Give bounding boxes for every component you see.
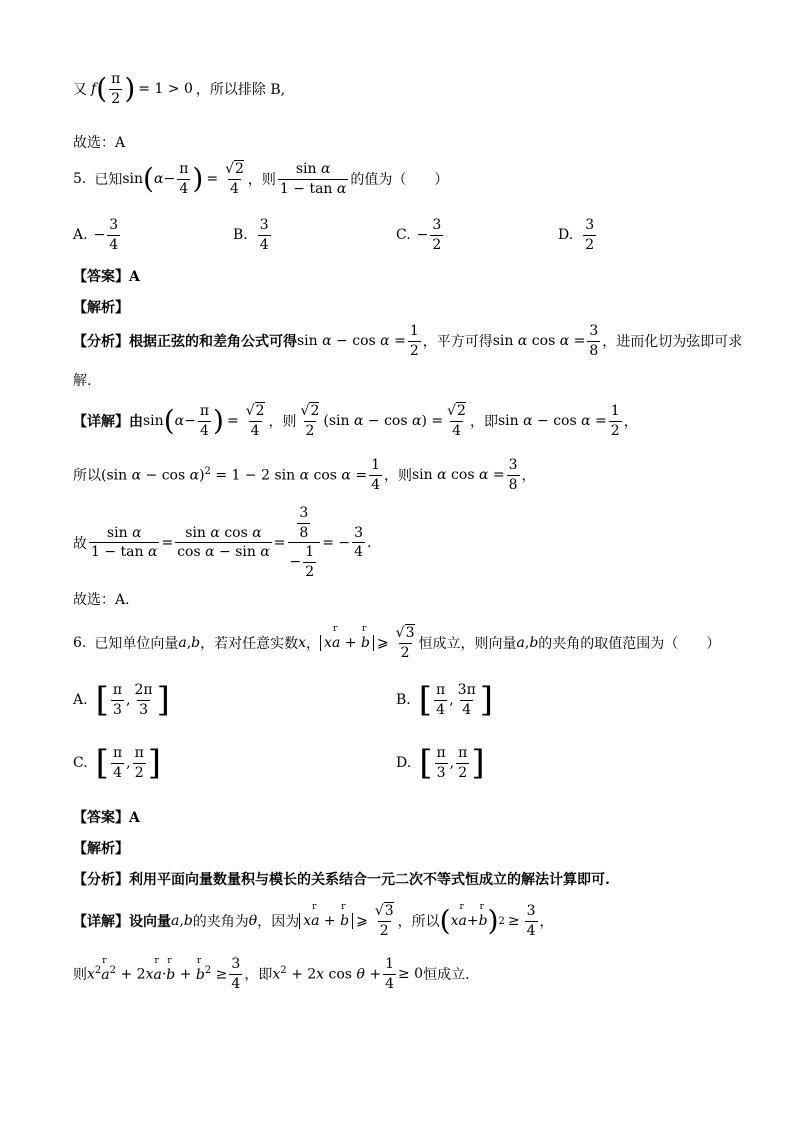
q5-option-b[interactable]: B. $\frac{3}{4}$ [233,217,269,253]
q5-select: 故选：A. [73,592,130,608]
q6-option-d[interactable]: D. [ $\frac{\pi}{3}$ , $\frac{\pi}{2}$ ] [396,743,485,784]
q5-detail-line2: 所以 (sin α − cos α)$^2$ = 1 − 2 sin α cos α = $\frac{1}{4}$ ，则 sin α cos α = $\frac{3}{8}$ ， [73,457,536,493]
q5-answer: 【答案】A [73,269,140,285]
q5-analysis: 【分析】根据正弦的和差角公式可得 sin α − cos α = $\frac{1}{2}$ ，平方可得 sin α cos α = $\frac{3}{8}$ ，进而化切为弦即可求 [73,323,743,359]
q5-option-c[interactable]: C. − $\frac{3}{2}$ [396,217,442,253]
q5-analysis-end: 解. [73,373,92,389]
q6-option-a[interactable]: A. [ $\frac{\pi}{3}$ , $\frac{2\pi}{3}$ ] [73,680,170,721]
q6-analysis: 【分析】利用平面向量数量积与模长的关系结合一元二次不等式恒成立的解法计算即可. [73,872,610,888]
q6-detail-line2: 则 $x^2r$ $a^2 + 2xr$ a·r b + r $b^2$ ≥ $\frac{3}{4}$ ，即 $x^2 + 2x$ cos θ + $\frac{1}{4}$ ≥ 0 恒成立. [73,957,470,991]
question-6-stem: 6. 已知单位向量 a , b ，若对任意实数 x ， xr a + r b ⩾ $\frac{√3}{2}$ 恒成立，则向量 a , b 的夹角的取值范围为（ ） [73,626,720,660]
q6-answer: 【答案】A [73,810,140,826]
q5-detail-line3: 故 $\frac{\text{sin α}}{\text{1 − tan α}}$ = $\frac{\text{sin α cos α}}{\text{cos α − sin α}}$ = $\frac{3}{8}$ − $\frac{1}{2}$ = − $\frac{3}{4}$ . [73,505,372,581]
q6-detail-line1: 【详解】设向量 a , b 的夹角为 θ ，因为 xr a + r b ⩾ $\frac{√3}{2}$ ，所以 ( x r a + r b ) 2 ≥ $\frac{3}{4}$ ， [73,904,554,938]
q6-option-b[interactable]: B. [ $\frac{\pi}{4}$ , $\frac{3\pi}{4}$ ] [396,680,494,721]
q6-option-c[interactable]: C. [ $\frac{\pi}{4}$ , $\frac{\pi}{2}$ ] [73,743,162,784]
q5-option-a[interactable]: A. − $\frac{3}{4}$ [73,217,119,253]
q5-jiexi: 【解析】 [73,300,129,316]
q5-option-d[interactable]: D. $\frac{3}{2}$ [558,217,595,253]
q5-detail-line1: 【详解】由 sin ( α − $\frac{\pi}{4}$ ) = $\frac{√2}{4}$ ，则 $\frac{√2}{2}$ (sin α − cos α) = $\frac{√2}{4}$ ，即 sin α − cos α = $\frac{1}{2}$ ， [73,403,638,439]
q6-jiexi: 【解析】 [73,841,129,857]
conclusion-a: 故选：A [73,135,126,151]
question-5-stem: 5. 已知 sin ( α − $\frac{\pi}{4}$ ) = $\frac{√2}{4}$ ，则 $\frac{\text{sin α}}{\text{1 − tan α}}$ 的值为（ ） [73,161,449,197]
line-exclude-b: 又 f ( $\frac{\pi}{2}$ ) = 1 > 0 ，所以排除 B, [73,71,286,107]
